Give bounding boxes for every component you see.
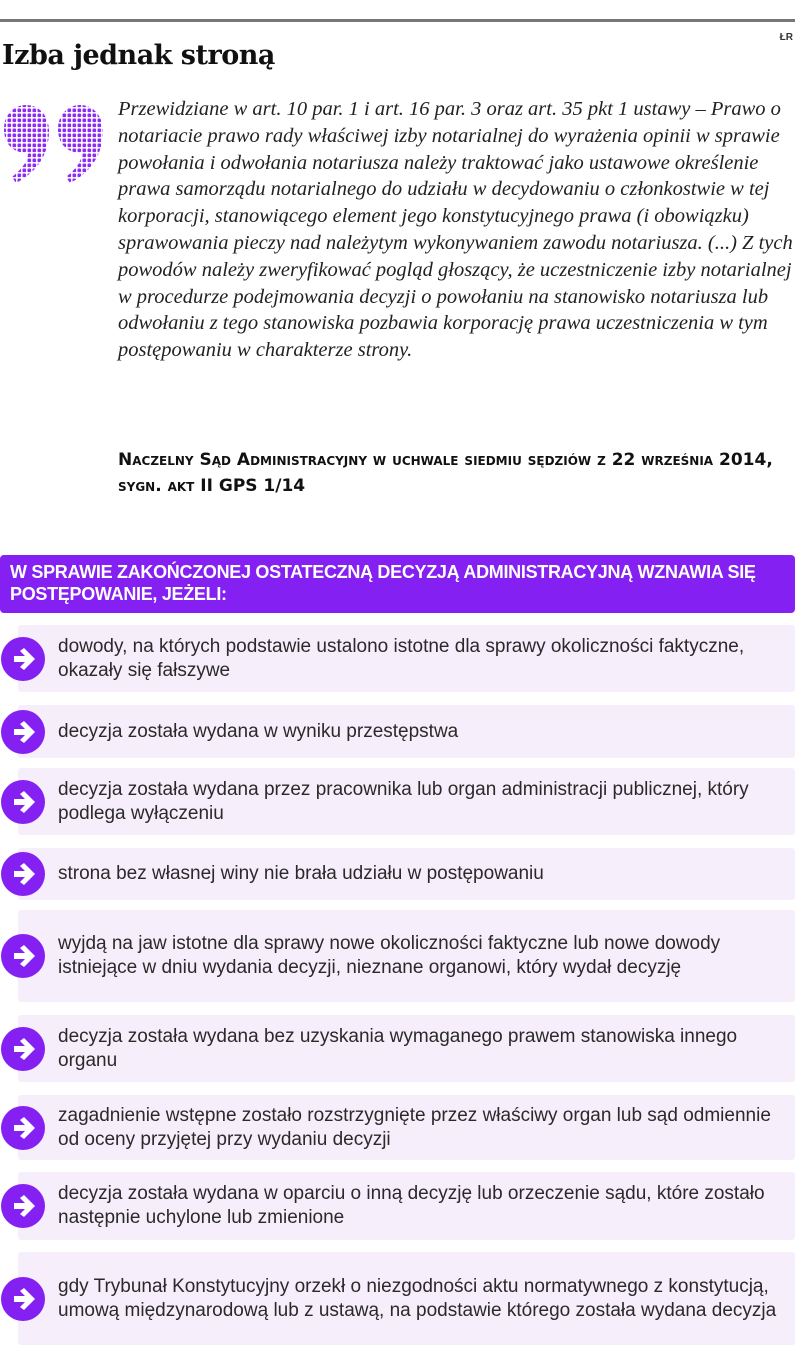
arrow-right-icon bbox=[1, 852, 45, 896]
list-item bbox=[18, 625, 795, 692]
list-item-text: decyzja została wydana w wyniku przestępstwa bbox=[58, 720, 459, 742]
arrow-right-icon bbox=[1, 637, 45, 681]
list-item-text: gdy Trybunał Konstytucyjny orzekł o niezgodności aktu normatywnego z konstytucją, umową międzynarodową lub z ustawą, na podstawie którego została wydana decyzja bbox=[58, 1275, 777, 1321]
arrow-right-icon bbox=[1, 1106, 45, 1150]
list-item bbox=[18, 1015, 795, 1082]
list-item bbox=[18, 1095, 795, 1160]
list-item-text: decyzja została wydana przez pracownika lub organ administracji publicznej, który podlega wyłączeniu bbox=[58, 778, 749, 824]
article-title: Izba jednak stroną bbox=[2, 40, 275, 71]
list-item bbox=[18, 768, 795, 835]
arrow-right-icon bbox=[1, 780, 45, 824]
list-item-text: wyjdą na jaw istotne dla sprawy nowe okoliczności faktyczne lub nowe dowody istniejące w dniu wydania decyzji, nieznane organowi, który wydał decyzję bbox=[58, 933, 721, 978]
author-credit: ŁR bbox=[779, 32, 793, 43]
list-item bbox=[18, 1172, 795, 1240]
list-item bbox=[18, 1252, 795, 1345]
top-rule bbox=[0, 19, 795, 22]
list-item-text: zagadnienie wstępne zostało rozstrzygnięte przez właściwy organ lub sąd odmiennie od oceny przyjętej przy wydaniu decyzji bbox=[58, 1104, 771, 1150]
list-item-text: strona bez własnej winy nie brała udziału w postępowaniu bbox=[58, 863, 544, 884]
list-item bbox=[18, 705, 795, 758]
box-header: W SPRAWIE ZAKOŃCZONEJ OSTATECZNĄ DECYZJĄ ADMINISTRACYJNĄ WZNAWIA SIĘ POSTĘPOWANIE, JEŻELI: bbox=[0, 555, 795, 613]
quote-text: Przewidziane w art. 10 par. 1 i art. 16 par. 3 oraz art. 35 pkt 1 ustawy – Prawo o notariacie prawo rady właściwej izby notarialnej do wyrażenia opinii w sprawie powołania i odwołania notariusza należy traktować jako ustawowe określenie prawa samorządu notarialnego do udziału w decydowaniu o członkostwie w tej korporacji, stanowiącego element jego konstytucyjnego prawa (i obowiązku) sprawowania pieczy nad należytym wykonywaniem zawodu notariusza. (...) Z tych powodów należy zweryfikować pogląd głoszący, że uczestniczenie izby notarialnej w procedurze podejmowania decyzji o powołaniu na stanowisko notariusza lub odwołaniu z tego stanowiska pozbawia korporację prawa uczestniczenia w tym postępowaniu w charakterze strony. bbox=[118, 98, 793, 362]
quote-mark-icon bbox=[2, 103, 108, 185]
arrow-right-icon bbox=[1, 1027, 45, 1071]
list-item bbox=[18, 848, 795, 900]
arrow-right-icon bbox=[1, 710, 45, 754]
arrow-right-icon bbox=[1, 1277, 45, 1321]
arrow-right-icon bbox=[1, 934, 45, 978]
list-item-text: decyzja została wydana w oparciu o inną decyzję lub orzeczenie sądu, które zostało następnie uchylone lub zmienione bbox=[58, 1183, 765, 1228]
quote-source: Naczelny Sąd Administracyjny w uchwale siedmiu sędziów z 22 września 2014, sygn. akt II GPS 1/14 bbox=[118, 450, 773, 496]
arrow-right-icon bbox=[1, 1184, 45, 1228]
list-item-text: decyzja została wydana bez uzyskania wymaganego prawem stanowiska innego organu bbox=[58, 1025, 738, 1071]
list-item bbox=[18, 910, 795, 1002]
list-item-text: dowody, na których podstawie ustalono istotne dla sprawy okoliczności faktyczne, okazały się fałszywe bbox=[58, 635, 745, 681]
